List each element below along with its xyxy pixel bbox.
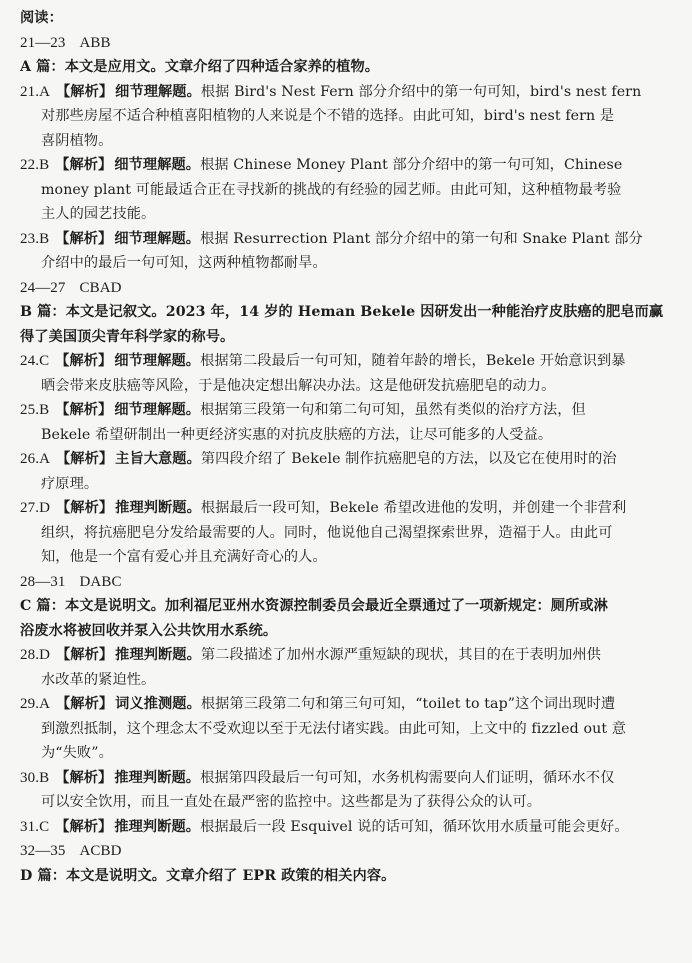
analysis-tag: 【解析】 (56, 451, 114, 467)
explanation-first-line (20, 227, 672, 252)
analysis-tag: 【解析】 (55, 353, 113, 369)
explanation-text: 为“失败”。 (41, 745, 113, 761)
question-range: 32—35 (20, 843, 66, 859)
explanation-text: 水改革的紧迫性。 (41, 671, 156, 688)
explanation-item (20, 496, 672, 570)
question-type: 细节理解题。 (114, 230, 201, 247)
answer-letter: B (39, 230, 50, 247)
explanation-text: Bekele 希望研制出一种更经济实惠的对抗皮肤癌的方法，让尽可能多的人受益。 (41, 426, 553, 443)
explanation-text: 根据最后一段可知，Bekele 希望改进他的发明，并创建一个非营利 (200, 500, 627, 516)
explanation-item (20, 398, 672, 447)
explanation-text: 根据第四段最后一句可知，水务机构需要向人们证明，循环水不仅 (200, 769, 615, 786)
passage-summary: D 篇：本文是说明文。文章介绍了 EPR 政策的相关内容。 (20, 867, 396, 884)
explanation-first-line (20, 815, 672, 840)
question-type: 细节理解题。 (114, 353, 201, 369)
explanation-text: money plant 可能最适合正在寻找新的挑战的有经验的园艺师。由此可知，这种植物最考验 (41, 181, 622, 198)
analysis-tag: 【解析】 (56, 500, 114, 516)
answer-content (20, 31, 672, 889)
passage-summary: C 篇：本文是说明文。加利福尼亚州水资源控制委员会最近全票通过了一项新规定：厕所或淋 (20, 598, 608, 614)
question-type: 细节理解题。 (115, 83, 201, 100)
explanation-text: 介绍中的最后一句可知，这两种植物都耐旱。 (41, 255, 327, 271)
answer-letter: B (39, 402, 50, 418)
explanation-text: 晒会带来皮肤癌等风险，于是他决定想出解决办法。这是他研发抗癌肥皂的动力。 (41, 377, 556, 394)
explanation-text: 喜阴植物。 (41, 132, 113, 149)
question-number: 31. (20, 818, 40, 835)
explanation-first-line (20, 643, 672, 668)
answer-range-line (20, 276, 672, 301)
answer-letter: A (39, 451, 50, 467)
explanation-item (20, 447, 672, 496)
explanation-text: 第二段描述了加州水源严重短缺的现状，其目的在于表明加州供 (200, 647, 601, 663)
analysis-tag: 【解析】 (55, 818, 113, 835)
answer-letter: D (39, 647, 50, 663)
explanation-text: 根据 Chinese Money Plant 部分介绍中的第一句可知，Chinese (200, 157, 623, 173)
answer-range-line (20, 31, 672, 56)
question-type: 主旨大意题。 (115, 451, 201, 467)
question-type: 推理判断题。 (115, 500, 201, 516)
explanation-text: 疗原理。 (41, 475, 99, 492)
explanation-first-line (20, 80, 672, 105)
answer-letters: CBAD (79, 279, 122, 296)
explanation-item (20, 80, 672, 154)
explanation-text: 第四段介绍了 Bekele 制作抗癌肥皂的方法，以及它在使用时的治 (200, 451, 617, 467)
question-type: 推理判断题。 (114, 769, 201, 786)
explanation-item (20, 643, 672, 692)
explanation-first-line (20, 349, 672, 374)
explanation-first-line (20, 447, 672, 472)
question-number: 28. (20, 647, 40, 663)
passage-summary: B 篇：本文是记叙文。2023 年，14 岁的 Heman Bekele 因研发出一种能治疗皮肤癌的肥皂而赢 (20, 304, 664, 320)
passage-summary: 浴废水将被回收并泵入公共饮用水系统。 (20, 622, 278, 639)
section-heading: 阅读： (20, 10, 63, 26)
explanation-text: 根据 Resurrection Plant 部分介绍中的第一句和 Snake Plant 部分 (200, 230, 643, 247)
passage-summary: 得了美国顶尖青年科学家的称号。 (20, 328, 235, 345)
analysis-tag: 【解析】 (56, 696, 114, 712)
explanation-text: 知，他是一个富有爱心并且充满好奇心的人。 (41, 549, 327, 565)
explanation-text: 根据最后一段 Esquivel 说的话可知，循环饮用水质量可能会更好。 (200, 818, 629, 835)
answer-letter: B (39, 157, 50, 173)
explanation-first-line (20, 398, 672, 423)
answer-letter: D (39, 500, 50, 516)
passage-summary: A 篇：本文是应用文。文章介绍了四种适合家养的植物。 (20, 59, 380, 75)
explanation-text: 根据第三段第一句和第二句可知，虽然有类似的治疗方法，但 (200, 402, 586, 418)
question-number: 24. (20, 353, 40, 369)
explanation-item (20, 692, 672, 766)
explanation-first-line (20, 153, 672, 178)
question-number: 23. (20, 230, 40, 247)
answer-range-line (20, 570, 672, 595)
analysis-tag: 【解析】 (56, 83, 114, 100)
question-range: 21—23 (20, 34, 66, 51)
explanation-item (20, 153, 672, 227)
question-number: 29. (20, 696, 40, 712)
answer-letters: DABC (79, 573, 122, 590)
explanation-text: 根据第三段第二句和第三句可知，“toilet to tap”这个词出现时遭 (200, 696, 616, 712)
analysis-tag: 【解析】 (55, 402, 113, 418)
explanation-item (20, 227, 672, 276)
analysis-tag: 【解析】 (55, 230, 113, 247)
question-type: 细节理解题。 (114, 157, 201, 173)
explanation-text: 根据 Bird's Nest Fern 部分介绍中的第一句可知，bird's nest fern (200, 83, 642, 100)
question-type: 词义推测题。 (115, 696, 201, 712)
explanation-item (20, 766, 672, 815)
answer-letter: C (39, 818, 50, 835)
explanation-text: 对那些房屋不适合种植喜阳植物的人来说是个不错的选择。由此可知，bird's nest fern 是 (41, 108, 615, 124)
question-number: 22. (20, 157, 40, 173)
analysis-tag: 【解析】 (56, 647, 114, 663)
analysis-tag: 【解析】 (55, 769, 113, 786)
answer-letters: ABB (79, 34, 111, 51)
question-number: 30. (20, 769, 40, 786)
explanation-text: 主人的园艺技能。 (41, 206, 156, 222)
explanation-item (20, 349, 672, 398)
question-range: 28—31 (20, 573, 66, 590)
explanation-first-line (20, 692, 672, 717)
explanation-text: 到激烈抵制，这个理念太不受欢迎以至于无法付诸实践。由此可知，上文中的 fizzled out 意 (41, 720, 627, 737)
explanation-text: 可以安全饮用，而且一直处在最严密的监控中。这些都是为了获得公众的认可。 (41, 794, 542, 810)
answer-letter: A (39, 696, 50, 712)
answer-letters: ACBD (79, 843, 122, 859)
explanation-first-line (20, 496, 672, 521)
question-type: 细节理解题。 (114, 402, 201, 418)
analysis-tag: 【解析】 (55, 157, 113, 173)
question-number: 27. (20, 500, 40, 516)
explanation-first-line (20, 766, 672, 791)
question-number: 25. (20, 402, 40, 418)
explanation-text: 根据第二段最后一句可知，随着年龄的增长，Bekele 开始意识到暴 (200, 353, 626, 369)
answer-range-line (20, 839, 672, 864)
question-number: 21. (20, 83, 40, 100)
question-range: 24—27 (20, 279, 66, 296)
question-number: 26. (20, 451, 40, 467)
explanation-text: 组织，将抗癌肥皂分发给最需要的人。同时，他说他自己渴望探索世界，造福于人。由此可 (41, 524, 613, 541)
answer-letter: A (39, 83, 50, 100)
answer-letter: C (39, 353, 50, 369)
question-type: 推理判断题。 (114, 818, 201, 835)
answer-letter: B (39, 769, 50, 786)
question-type: 推理判断题。 (115, 647, 201, 663)
explanation-item (20, 815, 672, 840)
